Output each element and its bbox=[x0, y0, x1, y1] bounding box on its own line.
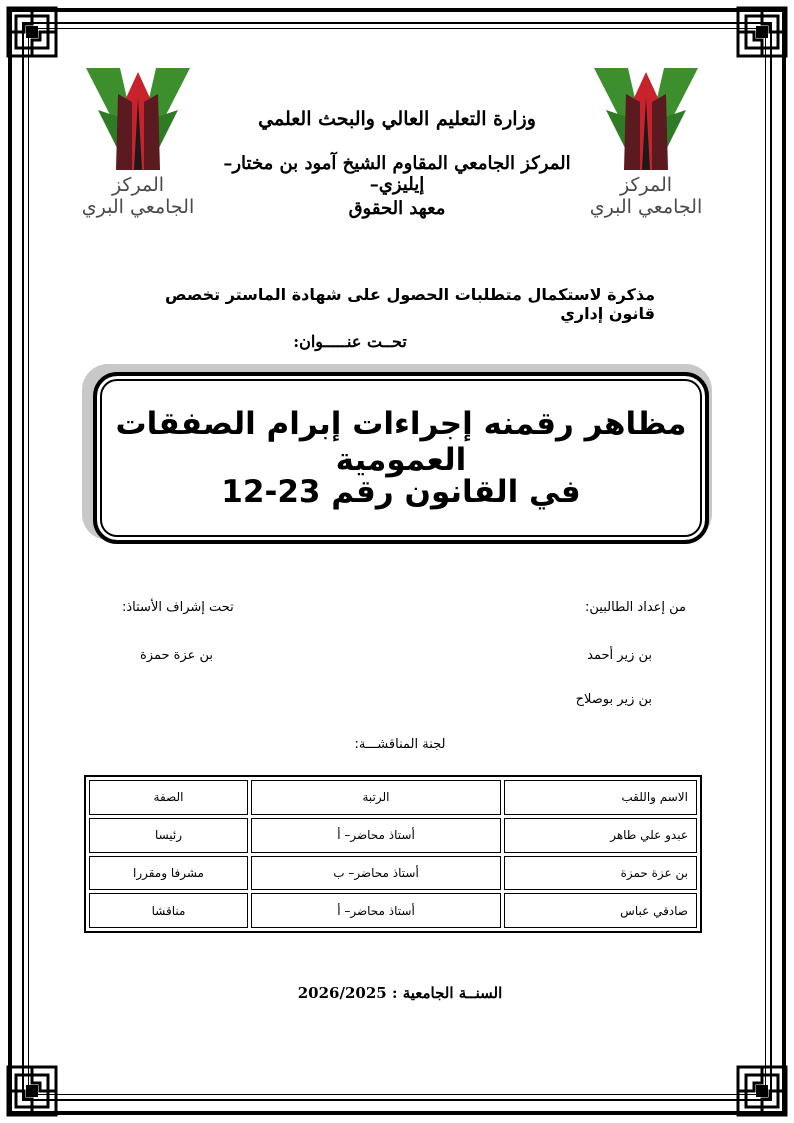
academic-year-value: 2026/2025 bbox=[297, 984, 387, 1002]
logo-caption: المركز الجامعي البري bbox=[81, 174, 195, 218]
supervisor-label: تحت إشراف الأستاذ: bbox=[122, 600, 234, 615]
logo-emblem-icon bbox=[586, 58, 706, 188]
academic-year bbox=[260, 984, 540, 1002]
corner-ornament-icon bbox=[734, 1063, 790, 1119]
thesis-title-box bbox=[93, 372, 709, 544]
member-rank-cell: أستاذ محاضر– أ bbox=[251, 893, 501, 928]
member-name-cell: صادقي عباس bbox=[504, 893, 697, 928]
student-name: بن زير بوصلاح bbox=[575, 692, 652, 707]
table-header-cell: الاسم واللقب bbox=[504, 780, 697, 815]
committee-table bbox=[84, 775, 702, 933]
students-label: من إعداد الطالبين: bbox=[585, 600, 686, 615]
member-role-cell: مناقشا bbox=[89, 893, 248, 928]
supervisor-name: بن عزة حمزة bbox=[140, 648, 214, 663]
memo-statement: مذكرة لاستكمال متطلبات الحصول على شهادة الماستر تخصص قانون إداري bbox=[164, 285, 655, 323]
corner-ornament-icon bbox=[4, 4, 60, 60]
university-logo-right bbox=[586, 58, 706, 218]
member-name-cell: بن عزة حمزة bbox=[504, 856, 697, 891]
under-title-label: تحــت عنـــــوان: bbox=[293, 332, 407, 351]
student-name: بن زير أحمد bbox=[587, 648, 652, 663]
table-header-cell: الرتبة bbox=[251, 780, 501, 815]
institute-name: معهد الحقوق bbox=[348, 198, 446, 219]
table-row bbox=[89, 856, 697, 891]
member-rank-cell: أستاذ محاضر– أ bbox=[251, 818, 501, 853]
ministry-name: وزارة التعليم العالي والبحث العلمي bbox=[258, 108, 536, 130]
member-role-cell: رئيسا bbox=[89, 818, 248, 853]
committee-label: لجنة المناقشـــة: bbox=[354, 737, 446, 752]
logo-emblem-icon bbox=[78, 58, 198, 188]
thesis-title-line-1: مظاهر رقمنه إجراءات إبرام الصفقات العمومية bbox=[115, 406, 687, 478]
corner-ornament-icon bbox=[734, 4, 790, 60]
university-name: المركز الجامعي المقاوم الشيخ آمود بن مختار–إيليزي– bbox=[223, 153, 571, 195]
corner-ornament-icon bbox=[4, 1063, 60, 1119]
academic-year-label: السنــة الجامعية : bbox=[391, 984, 503, 1002]
thesis-title-line-2: في القانون رقم 23-12 bbox=[221, 474, 581, 510]
member-name-cell: عبدو علي طاهر bbox=[504, 818, 697, 853]
table-header-cell: الصفة bbox=[89, 780, 248, 815]
logo-caption: المركز الجامعي البري bbox=[589, 174, 703, 218]
member-rank-cell: أستاذ محاضر– ب bbox=[251, 856, 501, 891]
table-row bbox=[89, 818, 697, 853]
member-role-cell: مشرفا ومقررا bbox=[89, 856, 248, 891]
table-header-row bbox=[89, 780, 697, 815]
table-row bbox=[89, 893, 697, 928]
university-logo-left bbox=[78, 58, 198, 218]
